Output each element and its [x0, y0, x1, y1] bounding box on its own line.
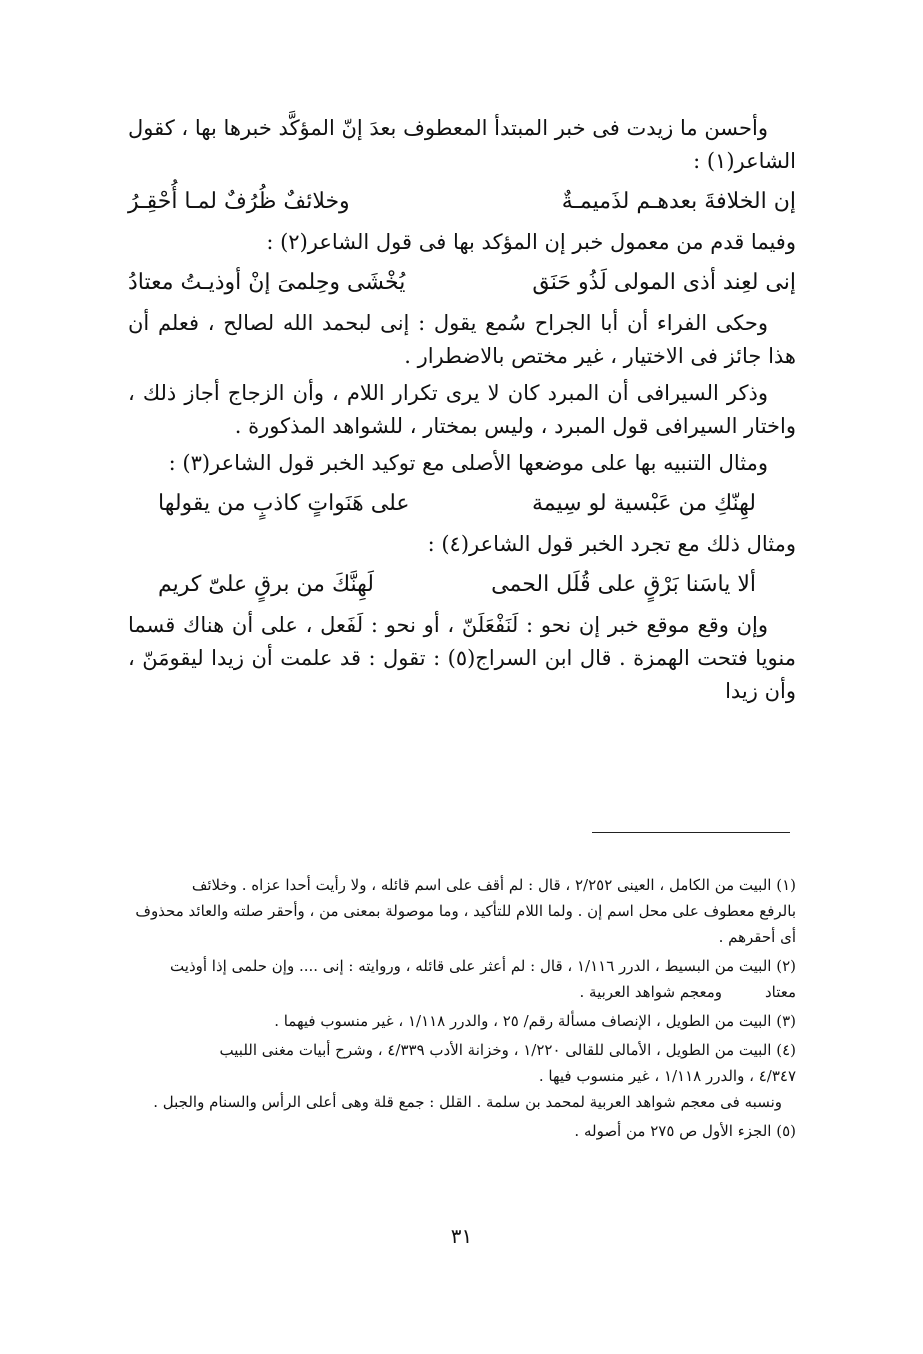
paragraph-7: وإن وقع موقع خبر إن نحو : لَنَفْعَلَنّ ، أو نحو : لَفَعل ، على أن هناك قسما منويا فتحت الهمزة . قال ابن السراج(٥) : تقول : قد علمت أن زيدا ليقومَنّ ، وأن زيدا: [128, 613, 796, 703]
verse-1: [128, 182, 796, 222]
footnote-1-line-3: أى أحقرهم .: [718, 928, 796, 946]
paragraph-3: وحكى الفراء أن أبا الجراح سُمع يقول : إنى لبحمد الله لصالح ، فعلم أن هذا جائز فى الاختيار ، غير مختص بالاضطرار .: [128, 311, 796, 368]
verse-2-second-hemistich: يُخْشَى وحِلمىَ إنْ أوذيـتُ معتادُ: [128, 270, 406, 295]
footnote-1-line-1: (١) البيت من الكامل ، العينى ٢/٢٥٢ ، قال : لم أقف على اسم قائله ، ولا رأيت أحدا عزاه . وخلائف: [191, 876, 796, 894]
verse-3: [128, 484, 796, 524]
verse-1-first-hemistich: إن الخلافةَ بعدهـم لذَميمـةٌ: [561, 189, 796, 214]
paragraph-2: وفيما قدم من معمول خبر إن المؤكد بها فى قول الشاعر(٢) :: [266, 230, 796, 254]
page-number: ٣١: [450, 1224, 473, 1248]
footnote-4-line-2: ٤/٣٤٧ ، والدرر ١/١١٨ ، غير منسوب فيها .: [538, 1067, 796, 1085]
verse-4: [128, 565, 796, 605]
footnote-4: [128, 1037, 796, 1115]
main-text: [128, 112, 796, 712]
footnote-4-line-3: ونسبه فى معجم شواهد العربية لمحمد بن سلمة . القلل : جمع قلة وهى أعلى الرأس والسنام والجبل .: [153, 1093, 782, 1111]
footnote-5-line-1: (٥) الجزء الأول ص ٢٧٥ من أصوله .: [574, 1122, 796, 1140]
paragraph-4: وذكر السيرافى أن المبرد كان لا يرى تكرار اللام ، وأن الزجاج أجاز ذلك ، واختار السيرافى قول المبرد ، وليس بمختار ، للشواهد المذكورة .: [128, 381, 796, 438]
footnote-separator: [592, 832, 790, 833]
footnote-3: [128, 1008, 796, 1034]
footnote-3-line-1: (٣) البيت من الطويل ، الإنصاف مسألة رقم/ ٢٥ ، والدرر ١/١١٨ ، غير منسوب فيهما .: [274, 1012, 796, 1030]
paragraph-6: ومثال ذلك مع تجرد الخبر قول الشاعر(٤) :: [427, 532, 796, 556]
footnote-1-line-2: بالرفع معطوف على محل اسم إن . ولما اللام للتأكيد ، وما موصولة بمعنى من ، وأحقر صلته والعائد محذوف: [135, 902, 796, 920]
footnote-2: [128, 953, 796, 1005]
footnotes: [128, 872, 796, 1147]
footnote-2-line-1: (٢) البيت من البسيط ، الدرر ١/١١٦ ، قال : لم أعثر على قائله ، وروايته : إنى .... وإن حلمى إذا أوذيت: [170, 957, 796, 975]
verse-3-first-hemistich: لهِنّكِ من عَبْسية لو سِيمة: [531, 491, 756, 516]
paragraph-1: وأحسن ما زيدت فى خبر المبتدأ المعطوف بعدَ إنّ المؤكَّد خبرها بها ، كقول الشاعر(١) :: [128, 116, 796, 173]
verse-1-second-hemistich: وخلائفٌ ظُرُفٌ لمـا أُحْقِـرُ: [128, 189, 350, 214]
footnote-2-line-2: معتاد ومعجم شواهد العربية .: [579, 983, 796, 1001]
footnote-4-line-1: (٤) البيت من الطويل ، الأمالى للقالى ١/٢٢٠ ، وخزانة الأدب ٤/٣٣٩ ، وشرح أبيات مغنى اللبيب: [219, 1041, 796, 1059]
verse-2-first-hemistich: إنى لعِند أذى المولى لَذُو حَنَق: [532, 270, 796, 295]
verse-4-second-hemistich: لَهِنَّكَ من برقٍ علىّ كريم: [158, 572, 374, 597]
paragraph-5: ومثال التنبيه بها على موضعها الأصلى مع توكيد الخبر قول الشاعر(٣) :: [168, 451, 768, 475]
verse-2: [128, 263, 796, 303]
verse-3-second-hemistich: على هَنَواتٍ كاذبٍ من يقولها: [158, 491, 410, 516]
footnote-1: [128, 872, 796, 950]
verse-4-first-hemistich: ألا ياسَنا بَرْقٍ على قُلَل الحمى: [491, 572, 756, 597]
footnote-5: [128, 1118, 796, 1144]
